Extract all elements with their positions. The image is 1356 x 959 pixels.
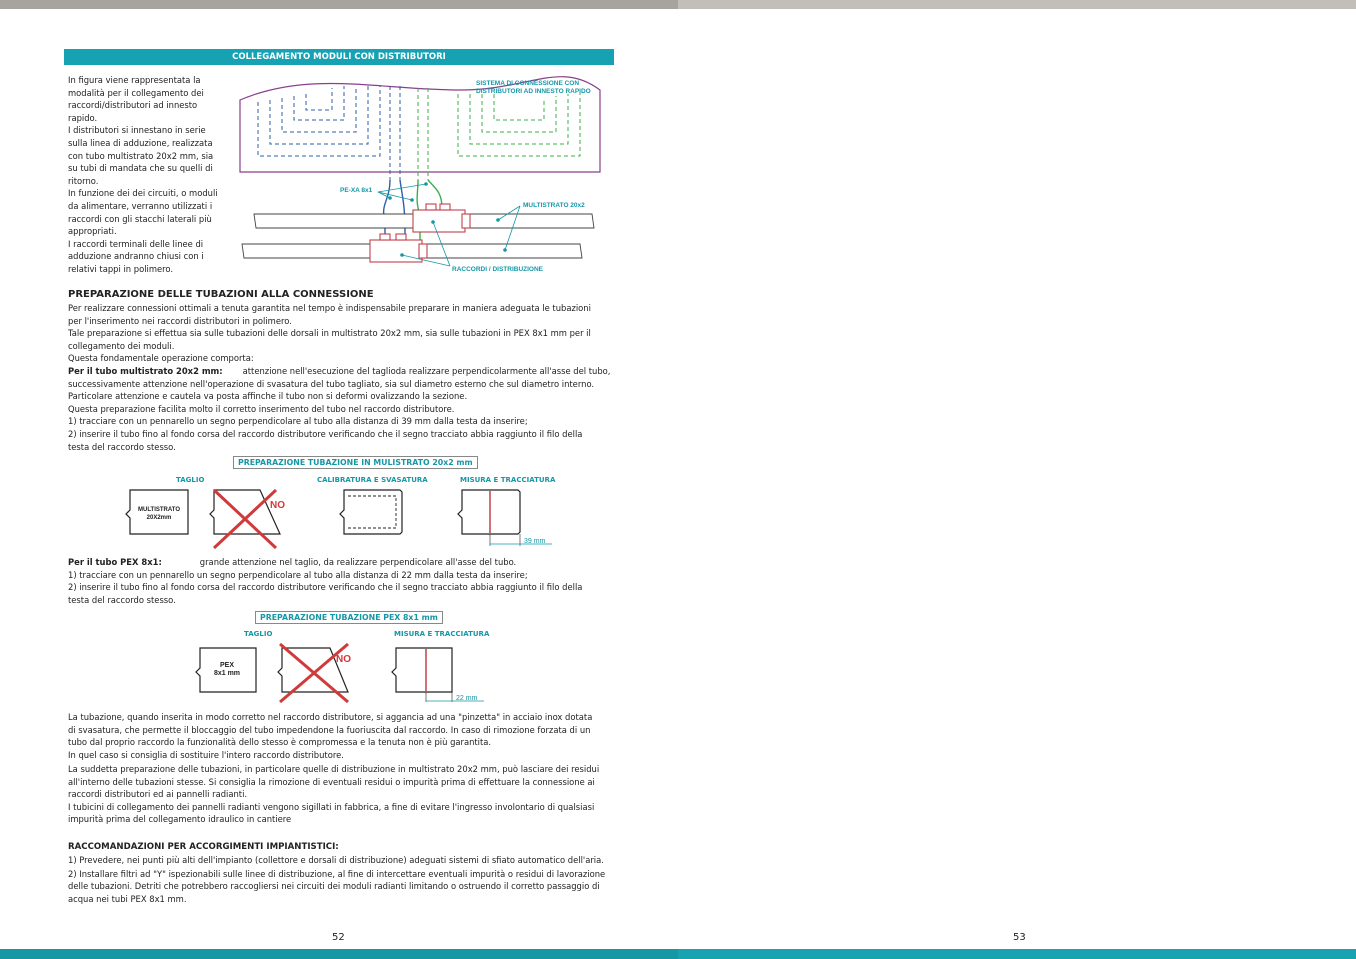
intro-line: relativi tappi in polimero. (68, 263, 174, 274)
intro-line: modalità per il collegamento dei (68, 87, 204, 98)
intro-line: con tubo multistrato 20x2 mm, sia (68, 150, 214, 161)
pipe-label-1: MULTISTRATO (138, 507, 180, 513)
top-bar-left (0, 0, 678, 9)
multistrato-line: 2) inserire il tubo fino al fondo corsa del raccordo distributore verificando che il segno tracciato abbia raggiunto il filo della (68, 428, 583, 439)
closing-line: di svasatura, che permette il bloccaggio del tubo impedendone la fuoriuscita dal raccordo. In caso di rimozione forzata di un (68, 724, 591, 735)
intro-line: I raccordi terminali delle linee di (68, 238, 204, 249)
multistrato-first-line (68, 365, 613, 378)
pex-pipe-blue (384, 180, 390, 240)
pex-line: 2) inserire il tubo fino al fondo corsa del raccordo distributore verificando che il segno tracciato abbia raggiunto il filo della (68, 582, 583, 593)
prep-line: Per realizzare connessioni ottimali a tenuta garantita nel tempo è indispensabile preparare in maniera adeguata le tubazioni (68, 303, 591, 313)
green-circuit (418, 88, 580, 180)
pex-lead: Per il tubo PEX 8x1: (68, 557, 162, 567)
intro-line: raccordi/distributori ad innesto (68, 100, 198, 111)
pex-steps-figure (190, 640, 500, 706)
intro-text (68, 74, 238, 276)
pipe-marked (458, 490, 520, 534)
distributor-upper (413, 204, 470, 232)
pipe-calibrated (340, 490, 402, 534)
intro-line: raccordi con gli stacchi laterali più (68, 213, 212, 224)
connection-diagram (230, 70, 610, 280)
pex-pipe-label-2: 8x1 mm (213, 670, 241, 677)
intro-line: I distributori si innestano in serie (68, 125, 206, 136)
intro-line: rapido. (68, 112, 98, 123)
intro-line: adduzione andranno chiusi con i (68, 251, 204, 262)
no-label: NO (270, 500, 285, 511)
pex-label: PE-XA 8x1 (340, 187, 373, 194)
fig-pex-title: PREPARAZIONE TUBAZIONE PEX 8x1 mm (255, 611, 443, 624)
recommendation-item-1: 1) Prevedere, nei punti più alti dell'impianto (collettore e dorsali di distribuzione) adeguati sistemi di sfiato automatico dell'aria. (68, 855, 604, 865)
intro-line: In funzione dei dei circuiti, o moduli (68, 188, 218, 199)
prep-intro (68, 302, 613, 453)
prep-line: collegamento dei moduli. (68, 340, 175, 351)
step-misura-label: MISURA E TRACCIATURA (460, 476, 556, 484)
pex-step-taglio-label: TAGLIO (244, 630, 273, 638)
raccordi-label: RACCORDI / DISTRIBUZIONE (452, 266, 543, 273)
multistrato-line: successivamente attenzione nell'operazione di svasatura del tubo tagliato, sia sul diametro esterno che sul diametro interno. (68, 378, 595, 389)
closing2-line: all'interno delle tubazioni stesse. Si consiglia la rimozione di eventuali residui o impurità prima di effettuare la connessione ai (68, 776, 595, 787)
step-taglio-label: TAGLIO (176, 476, 205, 484)
closing2-line: I tubicini di collegamento dei pannelli radianti vengono sigillati in fabbrica, a fine di evitare l'ingresso involontario di qualsiasi (68, 801, 595, 812)
page-number-left: 52 (332, 932, 345, 943)
multistrato-line: Particolare attenzione e cautela va posta affinche il tubo non si deformi ovalizzando la sezione. (68, 391, 468, 402)
prep-title: PREPARAZIONE DELLE TUBAZIONI ALLA CONNESSIONE (68, 289, 374, 300)
bottom-bar-left (0, 949, 678, 959)
prep-line: Questa fondamentale operazione comporta: (68, 353, 254, 364)
closing2-line: raccordi distributori ed ai pannelli radianti. (68, 789, 248, 800)
intro-line: appropriati. (68, 226, 117, 237)
blue-circuit (258, 86, 400, 180)
measure-label: 39 mm (524, 538, 546, 545)
closing-line: La tubazione, quando inserita in modo corretto nel raccordo distributore, si aggancia ad una "pinzetta" in acciaio inox dotata (68, 712, 593, 722)
pex-measure-label: 22 mm (456, 695, 478, 702)
recommendations-title: RACCOMANDAZIONI PER ACCORGIMENTI IMPIANTISTICI: (68, 842, 339, 852)
intro-line: ritorno. (68, 175, 99, 186)
pipe-label-2: 20X2mm (146, 515, 172, 521)
multistrato-lead: Per il tubo multistrato 20x2 mm: (68, 365, 223, 376)
multistrato-line: testa del raccordo stesso. (68, 441, 176, 452)
pex-line: 1) tracciare con un pennarello un segno perpendicolare al tubo alla distanza di 22 mm dalla testa da inserire; (68, 569, 528, 580)
multistrato-label: MULTISTRATO 20x2 (523, 202, 585, 209)
closing-line: In quel caso si consiglia di sostituire l'intero raccordo distributore. (68, 749, 344, 760)
pex-first-line (68, 556, 613, 569)
page-number-right: 53 (1013, 932, 1026, 943)
system-label-1: SISTEMA DI CONNESSIONE CON (476, 80, 580, 87)
closing2-line: impurità prima del collegamento idraulico in cantiere (68, 814, 292, 825)
intro-line: da alimentare, verranno utilizzati i (68, 200, 213, 211)
recommendation-item-2-line: delle tubazioni. Detriti che potrebbero raccogliersi nei circuiti dei moduli radianti limitando o ostruendo il corretto passaggio di (68, 881, 600, 892)
multistrato-line: 1) tracciare con un pennarello un segno perpendicolare al tubo alla distanza di 39 mm dalla testa da inserire; (68, 416, 528, 427)
section-title: COLLEGAMENTO MODULI CON DISTRIBUTORI (64, 49, 614, 65)
step-calibratura-label: CALIBRATURA E SVASATURA (317, 476, 428, 484)
closing-text-2 (68, 763, 613, 826)
cross-icon (214, 490, 276, 548)
closing-text (68, 711, 613, 761)
multistrato-line: Questa preparazione facilita molto il corretto inserimento del tubo nel raccordo distributore. (68, 403, 455, 414)
closing-line: tubo dal proprio raccordo la funzionalità dello stesso è compromessa e la tenuta non è più garantita. (68, 737, 492, 748)
intro-line: su tubi di mandata che su quelli di (68, 163, 213, 174)
recommendation-item-2-line: 2) Installare filtri ad "Y" ispezionabili sulle linee di distribuzione, al fine di intercettare eventuali impurità o residui di lavorazione (68, 868, 606, 879)
system-label-2: DISTRIBUTORI AD INNESTO RAPIDO (476, 88, 591, 95)
multistrato-steps-figure (120, 484, 560, 550)
pex-step-misura-label: MISURA E TRACCIATURA (394, 630, 490, 638)
pex-no-label: NO (336, 654, 351, 665)
bottom-bar-right (678, 949, 1356, 959)
pex-marked (392, 648, 452, 692)
pex-line: testa del raccordo stesso. (68, 594, 176, 605)
multistrato-text: attenzione nell'esecuzione del taglioda realizzare perpendicolarmente all'asse del tubo, (242, 365, 611, 376)
pex-pipe-blue-2 (400, 180, 405, 240)
pex-pipe-label-1: PEX (219, 662, 235, 669)
prep-line: per l'inserimento nei raccordi distributori in polimero. (68, 315, 292, 326)
distributor-lower (370, 234, 427, 262)
recommendations-list (68, 854, 613, 905)
top-bar-right (678, 0, 1356, 9)
pex-text (68, 556, 613, 606)
intro-line: In figura viene rappresentata la (68, 75, 201, 85)
pex-cross-icon (280, 644, 348, 702)
pipe-calibrated-inner (348, 496, 396, 528)
pex-text-1: grande attenzione nel taglio, da realizzare perpendicolare all'asse del tubo. (199, 557, 517, 567)
prep-line: Tale preparazione si effettua sia sulle tubazioni delle dorsali in multistrato 20x2 mm, sia sulle tubazioni in PEX 8x1 mm per il (68, 328, 591, 339)
recommendation-item-2-line: acqua nei tubi PEX 8x1 mm. (68, 893, 187, 904)
fig-multistrato-title: PREPARAZIONE TUBAZIONE IN MULISTRATO 20x2 mm (233, 456, 478, 469)
intro-line: sulla linea di adduzione, realizzata (68, 137, 213, 148)
closing2-line: La suddetta preparazione delle tubazioni, in particolare quelle di distribuzione in multistrato 20x2 mm, può lasciare dei residui (68, 764, 600, 774)
